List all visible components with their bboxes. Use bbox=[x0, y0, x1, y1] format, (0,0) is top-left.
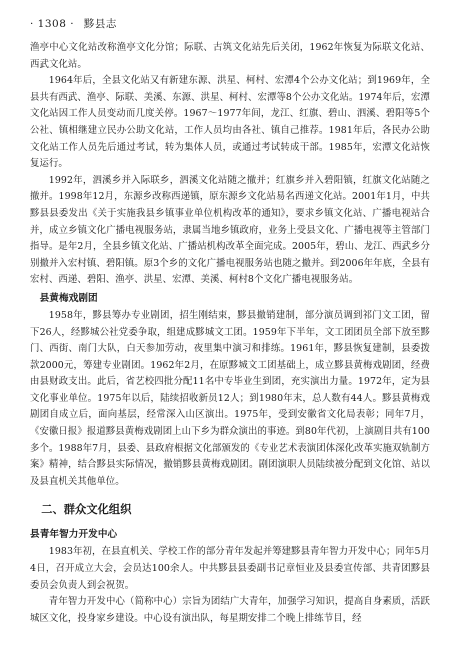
subheading-center: 县青年智力开发中心 bbox=[30, 529, 118, 541]
paragraph: 1983年初，在县直机关、学校工作的部分青年发起并筹建黟县青年智力开发中心；同年5月4日，召开成立大会，会员达100余人。中共黟县县委副书记章恒业及县委宣传部、共青团黟县委员会负责人到会祝贺。 bbox=[30, 546, 430, 591]
paragraph: 1964年后，全县文化站又有新建东源、洪星、柯村、宏潭4个公办文化站；到1969年，全县共有西武、渔亭、际联、美溪、东源、洪星、柯村、宏潭等8个公办文化站。1974年后，宏潭文化站因工作人员变动而几度关停。1967～1977年间，龙江、红旗、碧山、泗溪、碧阳等5个公社、镇相继建立民办公助文化站，工作人员均由各社、镇自己推荐。1981年后，各民办公助文化站工作人员先后通过考试，转为集体人员，或通过考试转成干部。1985年，宏潭文化站恢复运行。 bbox=[30, 75, 430, 170]
book-title: 黟县志 bbox=[83, 18, 117, 30]
paragraph: 渔亭中心文化站改称渔亭文化分馆；际联、古筑文化站先后关闭，1962年恢复为际联文化站、西武文化站。 bbox=[30, 42, 430, 70]
running-header bbox=[30, 14, 430, 34]
body-text bbox=[30, 40, 430, 627]
paragraph: 1958年，黟县筹办专业剧团，招生刚结束，黟县撤销建制，部分演员调到祁门文工团，留下26人，经黟城公社党委争取，组建成黟城文工团。1959年下半年，文工团团员全部下放至黟门、西街、南门大队，白天参加劳动，夜里集中演习和排练。1961年，黟县恢复建制，县委拨款2000元，筹建专业剧团。1962年2月，在原黟城文工团基础上，成立黟县黄梅戏剧团，经费由县财政支出。此后，省艺校四批分配11名中专毕业生到团，充实演出力量。1972年，定为县文化事业单位。1975年以后，陆续招收新员12人；到1980年末，总人数有44人。黟县黄梅戏剧团自成立后，面向基层，经常深入山区演出。1975年，受到安徽省文化局表彰；同年7月，《安徽日报》报道黟县黄梅戏剧团上山下乡为群众演出的事迹。到80年代初，上演剧目共有100多个。1988年7月，县委、县政府根据文化部颁发的《专业艺术表演团体深化改革实施双轨制方案》精神，结合黟县实际情况，撤销黟县黄梅戏剧团。剧团演职人员陆续被分配到文化馆、站以及县直机关其他单位。 bbox=[30, 309, 430, 487]
paragraph: 1992年，泗溪乡并入际联乡，泗溪文化站随之撤并；红旗乡并入碧阳镇，红旗文化站随之撤并。1998年12月，东源乡改称西递镇，原东源乡文化站易名西递文化站。2001年1月，中共黟县县委发出《关于实施我县乡镇事业单位机构改革的通知》，要求乡镇文化站、广播电视站合并，成立乡镇文化广播电视服务站，隶属当地乡镇政府，业务上受县文化、广播电视等主管部门指导。是年2月，全县乡镇文化站、广播站机构改革全面完成。2005年，碧山、龙江、西武乡分别撤并入宏村镇、碧阳镇。原3个乡的文化广播电视服务站也随之撤并。到2006年年底，全县有宏村、西递、碧阳、渔亭、洪星、宏潭、美溪、柯村8个文化广播电视服务站。 bbox=[30, 174, 430, 286]
page-number: · 1308 · bbox=[30, 18, 75, 30]
subheading-troupe: 县黄梅戏剧团 bbox=[39, 292, 98, 304]
section-heading: 二、群众文化组织 bbox=[41, 503, 132, 517]
paragraph: 青年智力开发中心（简称中心）宗旨为团结广大青年，加强学习知识，提高自身素质，活跃城区文化，投身家乡建设。中心设有演出队，每星期安排二个晚上排练节目，经 bbox=[30, 596, 430, 624]
